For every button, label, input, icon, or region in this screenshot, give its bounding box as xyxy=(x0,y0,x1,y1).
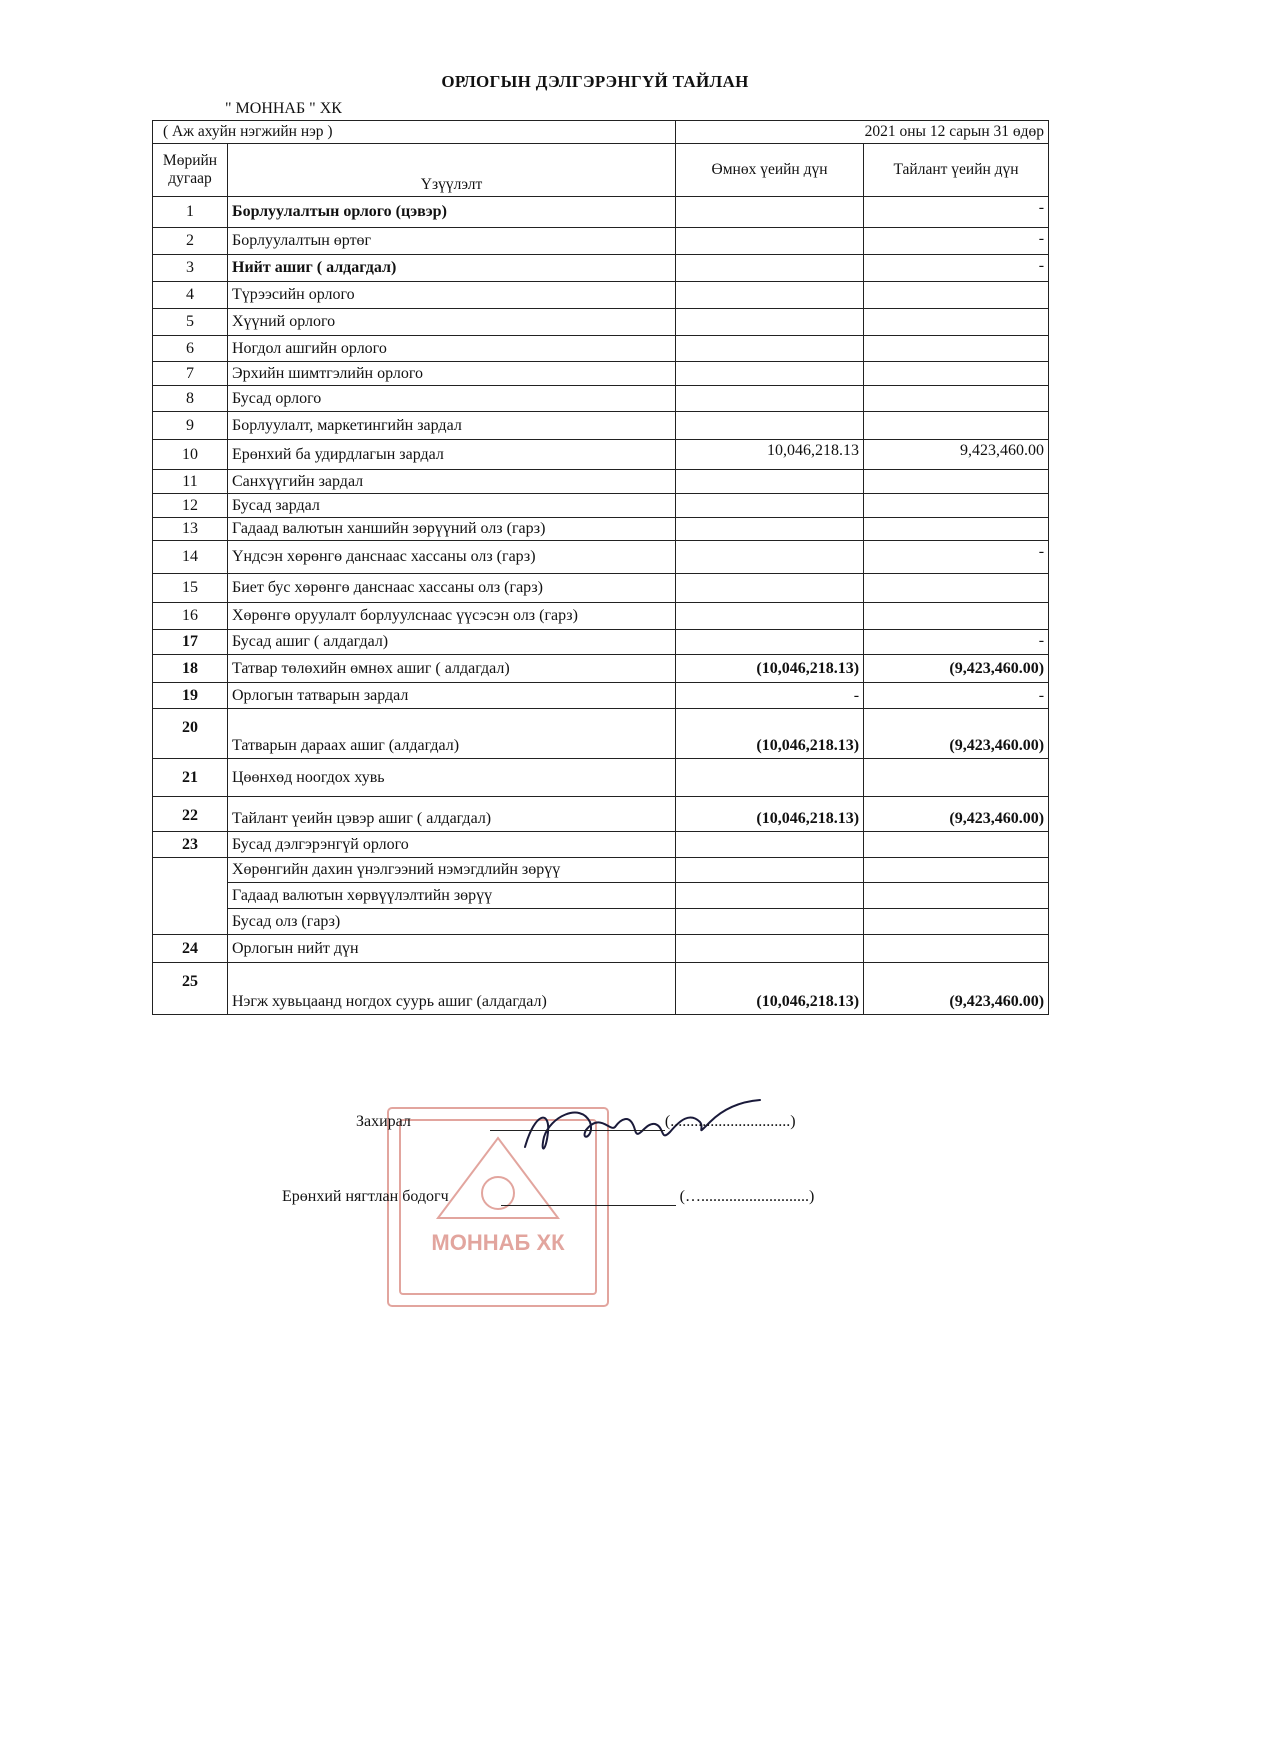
prev-period-value xyxy=(676,255,864,282)
row-number: 9 xyxy=(153,412,228,440)
curr-period-value: - xyxy=(864,630,1049,655)
row-label: Борлуулалтын өртөг xyxy=(228,228,676,255)
table-row xyxy=(153,470,1049,494)
table-row xyxy=(153,963,1049,1015)
table-row xyxy=(153,386,1049,412)
row-label: Борлуулалт, маркетингийн зардал xyxy=(228,412,676,440)
row-label: Ерөнхий ба удирдлагын зардал xyxy=(228,440,676,470)
table-row xyxy=(153,494,1049,518)
curr-period-value xyxy=(864,309,1049,336)
row-number: 25 xyxy=(153,963,228,1015)
accountant-sign-line xyxy=(501,1205,676,1206)
curr-period-value: (9,423,460.00) xyxy=(864,709,1049,759)
row-label: Орлогын татварын зардал xyxy=(228,683,676,709)
prev-period-value: (10,046,218.13) xyxy=(676,797,864,832)
prev-period-value xyxy=(676,832,864,858)
header-curr-period: Тайлант үеийн дүн xyxy=(864,144,1049,197)
row-number: 10 xyxy=(153,440,228,470)
row-label: Бусад зардал xyxy=(228,494,676,518)
row-label: Орлогын нийт дүн xyxy=(228,935,676,963)
row-number: 19 xyxy=(153,683,228,709)
prev-period-value xyxy=(676,470,864,494)
row-label: Биет бус хөрөнгө данснаас хассаны олз (гарз) xyxy=(228,574,676,603)
table-row xyxy=(153,362,1049,386)
curr-period-value xyxy=(864,362,1049,386)
row-label: Гадаад валютын хөрвүүлэлтийн зөрүү xyxy=(228,883,676,909)
prev-period-value xyxy=(676,494,864,518)
curr-period-value xyxy=(864,470,1049,494)
director-signature xyxy=(520,1092,770,1172)
director-sign-line xyxy=(490,1130,665,1131)
row-label: Түрээсийн орлого xyxy=(228,282,676,309)
curr-period-value xyxy=(864,518,1049,541)
row-number: 23 xyxy=(153,832,228,858)
prev-period-value: - xyxy=(676,683,864,709)
row-label: Хөрөнгийн дахин үнэлгээний нэмэгдлийн зөрүү xyxy=(228,858,676,883)
meta-row xyxy=(153,121,1049,144)
table-row xyxy=(153,797,1049,832)
curr-period-value: - xyxy=(864,197,1049,228)
curr-period-value xyxy=(864,935,1049,963)
prev-period-value xyxy=(676,197,864,228)
row-number: 22 xyxy=(153,797,228,832)
table-row xyxy=(153,255,1049,282)
prev-period-value xyxy=(676,630,864,655)
row-label: Нийт ашиг ( алдагдал) xyxy=(228,255,676,282)
accountant-label: Ерөнхий нягтлан бодогч xyxy=(282,1188,449,1205)
prev-period-value xyxy=(676,362,864,386)
prev-period-value xyxy=(676,282,864,309)
header-indicator: Үзүүлэлт xyxy=(228,144,676,197)
row-number: 1 xyxy=(153,197,228,228)
table-row xyxy=(153,282,1049,309)
prev-period-value xyxy=(676,412,864,440)
prev-period-value xyxy=(676,541,864,574)
curr-period-value xyxy=(864,759,1049,797)
curr-period-value xyxy=(864,909,1049,935)
curr-period-value xyxy=(864,603,1049,630)
curr-period-value: - xyxy=(864,541,1049,574)
prev-period-value xyxy=(676,228,864,255)
row-number xyxy=(153,858,228,935)
curr-period-value xyxy=(864,832,1049,858)
table-row xyxy=(153,630,1049,655)
prev-period-value xyxy=(676,858,864,883)
table-row xyxy=(153,603,1049,630)
prev-period-value xyxy=(676,309,864,336)
income-statement-table xyxy=(152,120,1049,1015)
header-row-no: Мөрийн дугаар xyxy=(153,144,228,197)
curr-period-value: (9,423,460.00) xyxy=(864,797,1049,832)
table-row xyxy=(153,883,1049,909)
prev-period-value xyxy=(676,518,864,541)
table-row xyxy=(153,709,1049,759)
table-row xyxy=(153,574,1049,603)
row-number: 18 xyxy=(153,655,228,683)
table-row xyxy=(153,412,1049,440)
prev-period-value xyxy=(676,603,864,630)
row-number: 5 xyxy=(153,309,228,336)
prev-period-value xyxy=(676,935,864,963)
row-label: Хөрөнгө оруулалт борлуулснаас үүсэсэн олз (гарз) xyxy=(228,603,676,630)
table-row xyxy=(153,309,1049,336)
row-label: Санхүүгийн зардал xyxy=(228,470,676,494)
report-title: ОРЛОГЫН ДЭЛГЭРЭНГҮЙ ТАЙЛАН xyxy=(441,72,749,91)
row-label: Борлуулалтын орлого (цэвэр) xyxy=(228,197,676,228)
prev-period-value xyxy=(676,883,864,909)
row-number: 6 xyxy=(153,336,228,362)
prev-period-value: 10,046,218.13 xyxy=(676,440,864,470)
table-row xyxy=(153,440,1049,470)
row-number: 17 xyxy=(153,630,228,655)
stamp-label: МОННАБ ХК xyxy=(431,1230,565,1255)
row-number: 7 xyxy=(153,362,228,386)
row-number: 2 xyxy=(153,228,228,255)
row-number: 15 xyxy=(153,574,228,603)
table-row xyxy=(153,909,1049,935)
row-number: 21 xyxy=(153,759,228,797)
prev-period-value: (10,046,218.13) xyxy=(676,655,864,683)
accountant-signature-row xyxy=(282,1188,814,1206)
curr-period-value: - xyxy=(864,255,1049,282)
row-number: 16 xyxy=(153,603,228,630)
row-number: 20 xyxy=(153,709,228,759)
curr-period-value xyxy=(864,883,1049,909)
curr-period-value xyxy=(864,336,1049,362)
table-row xyxy=(153,541,1049,574)
prev-period-value xyxy=(676,336,864,362)
row-number: 12 xyxy=(153,494,228,518)
row-label: Бусад ашиг ( алдагдал) xyxy=(228,630,676,655)
curr-period-value xyxy=(864,386,1049,412)
row-label: Татвар төлөхийн өмнөх ашиг ( алдагдал) xyxy=(228,655,676,683)
prev-period-value: (10,046,218.13) xyxy=(676,709,864,759)
curr-period-value xyxy=(864,494,1049,518)
prev-period-value xyxy=(676,759,864,797)
curr-period-value: - xyxy=(864,683,1049,709)
table-row xyxy=(153,518,1049,541)
header-row xyxy=(153,144,1049,197)
curr-period-value xyxy=(864,858,1049,883)
curr-period-value: - xyxy=(864,228,1049,255)
row-label: Эрхийн шимтгэлийн орлого xyxy=(228,362,676,386)
row-number: 8 xyxy=(153,386,228,412)
prev-period-value xyxy=(676,574,864,603)
director-signature-row xyxy=(356,1113,796,1131)
entity-caption: ( Аж ахуйн нэгжийн нэр ) xyxy=(153,121,676,144)
table-row xyxy=(153,197,1049,228)
table-row xyxy=(153,858,1049,883)
prev-period-value xyxy=(676,909,864,935)
company-name: " МОННАБ " ХК xyxy=(225,100,342,117)
table-row xyxy=(153,655,1049,683)
curr-period-value xyxy=(864,574,1049,603)
table-row xyxy=(153,759,1049,797)
row-number: 3 xyxy=(153,255,228,282)
row-label: Тайлант үеийн цэвэр ашиг ( алдагдал) xyxy=(228,797,676,832)
table-row xyxy=(153,336,1049,362)
row-number: 11 xyxy=(153,470,228,494)
curr-period-value: 9,423,460.00 xyxy=(864,440,1049,470)
row-label: Цөөнхөд ноогдох хувь xyxy=(228,759,676,797)
row-number: 4 xyxy=(153,282,228,309)
prev-period-value: (10,046,218.13) xyxy=(676,963,864,1015)
row-number: 24 xyxy=(153,935,228,963)
row-label: Татварын дараах ашиг (алдагдал) xyxy=(228,709,676,759)
accountant-name-placeholder: (…...........................) xyxy=(679,1188,815,1205)
row-label: Ногдол ашгийн орлого xyxy=(228,336,676,362)
director-label: Захирал xyxy=(356,1113,411,1130)
table-row xyxy=(153,228,1049,255)
row-label: Хүүний орлого xyxy=(228,309,676,336)
curr-period-value xyxy=(864,412,1049,440)
report-date: 2021 оны 12 сарын 31 өдөр xyxy=(676,121,1049,144)
row-label: Үндсэн хөрөнгө данснаас хассаны олз (гарз) xyxy=(228,541,676,574)
row-label: Гадаад валютын ханшийн зөрүүний олз (гарз) xyxy=(228,518,676,541)
table-row xyxy=(153,832,1049,858)
curr-period-value xyxy=(864,282,1049,309)
curr-period-value: (9,423,460.00) xyxy=(864,963,1049,1015)
row-number: 13 xyxy=(153,518,228,541)
row-label: Бусад олз (гарз) xyxy=(228,909,676,935)
table-row xyxy=(153,935,1049,963)
header-prev-period: Өмнөх үеийн дүн xyxy=(676,144,864,197)
row-label: Нэгж хувьцаанд ногдох суурь ашиг (алдагдал) xyxy=(228,963,676,1015)
table-row xyxy=(153,683,1049,709)
curr-period-value: (9,423,460.00) xyxy=(864,655,1049,683)
row-label: Бусад дэлгэрэнгүй орлого xyxy=(228,832,676,858)
row-label: Бусад орлого xyxy=(228,386,676,412)
prev-period-value xyxy=(676,386,864,412)
row-number: 14 xyxy=(153,541,228,574)
director-name-placeholder: (..............................) xyxy=(664,1113,796,1130)
